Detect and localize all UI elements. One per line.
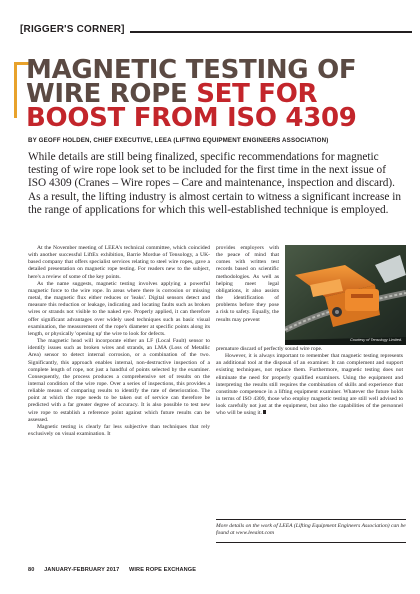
byline: BY GEOFF HOLDEN, CHIEF EXECUTIVE, LEEA (LIFTING EQUIPMENT ENGINEERS ASSOCIATION) xyxy=(28,137,329,144)
accent-bracket-vertical xyxy=(14,62,17,118)
photo-illustration xyxy=(285,245,406,345)
body-paragraph-text: However, it is always important to remember that magnetic testing represents an additional tool at the disposal of an examiner. It can complement and support existing techniques, not replace them. Furthermore, magnetic testing does not eliminate the need for properly qualified examiners. Using the equipment and interpreting the results still requires the combination of skills and experience that constitute competence in a lifting equipment examiner. Whatever the future holds in terms of ISO 4309, those who employ magnetic testing are still well advised to look carefully not just at the equipment, but also the capabilities of the personnel who will be using it. xyxy=(216,353,403,417)
body-paragraph: At the November meeting of LEEA's technical committee, which coincided with another successful LiftEx exhibition, Barrie Mordue of Tensology, a UK-based company that offers specialist services relating to steel wire ropes, gave a detailed presentation on magnetic rope testing. For readers new to the subject, here's a review of some of the key points. xyxy=(28,245,210,280)
more-details-rule-top xyxy=(216,519,406,520)
body-paragraph: As the name suggests, magnetic testing involves applying a powerful magnetic force to the wire rope. In areas where there is corrosion or missing metal, the magnetic flux either reduces or 'leaks'. Digital sensors detect and measure this reduction or leakage, indicating and locating faults such as broken wires or strands not visible to the naked eye. Properly applied, it can therefore offer significant advantages over widely used techniques such as basic visual examination, the measurement of the rope's diameter at specific points along its length, or physically 'opening up' the wire to look for defects. xyxy=(28,280,210,337)
section-label: [RIGGER'S CORNER] xyxy=(20,24,130,35)
body-paragraph: provides employers with the peace of mind that comes with written test records based on scientific methodologies. As well as helping meet legal obligations, it also assists the identification of problems before they pose a risk to safety. Equally, the results may prevent xyxy=(216,245,279,323)
page-number: 80 xyxy=(28,567,35,573)
headline-line-2-dark-text: WIRE ROPE xyxy=(26,79,197,109)
headline-line-3 xyxy=(26,103,410,133)
publication-name: WIRE ROPE EXCHANGE xyxy=(129,567,197,573)
body-column-left xyxy=(28,245,210,438)
page-footer xyxy=(28,567,204,573)
headline-line-1-text: MAGNETIC TESTING OF xyxy=(26,55,357,85)
more-details-note: More details on the work of LEEA (Lifting Equipment Engineers Association) can be found at www.leeaint.com xyxy=(216,523,406,537)
body-paragraph: premature discard of perfectly sound wire rope. xyxy=(216,346,323,352)
body-paragraph: The magnetic head will incorporate either an LF (Local Fault) sensor to identify issues such as broken wires and strands, an LMA (Loss of Metallic Area) sensor to detect internal corrosion, or a combination of the two. Significantly, this approach enables internal, non-destructive inspection of a complete length of rope, not just a handful of points selected by the examiner. Consequently, the process produces a comprehensive set of results on the internal condition of the wire rope. Over a series of inspections, this provides a reliable means of comparing results to identify the rate of deterioration. The point at which the rope needs to be taken out of service can therefore be predicted with a far greater degree of accuracy. It is also possible to test new wire rope to establish a reference point against which future results can be assessed. xyxy=(28,338,210,423)
headline-line-3-text: BOOST FROM ISO 4309 xyxy=(26,103,357,133)
photo-credit: Courtesy of Tensology Limited. xyxy=(350,338,402,342)
body-paragraph xyxy=(216,353,403,417)
headline-line-2-red-text: SET FOR xyxy=(196,79,318,109)
more-details-rule-bottom xyxy=(216,542,406,543)
intro-paragraph: While details are still being finalized, specific recommendations for magnetic testing of wire rope look set to be included for the first time in the next issue of ISO 4309 (Cranes – Wire ropes – Care and maintenance, inspection and discard). As a result, the lifting industry is almost certain to witness a significant increase in the range of applications for which this well-established technique is employed. xyxy=(28,151,402,216)
body-column-right xyxy=(216,346,403,418)
end-mark-icon xyxy=(263,410,266,414)
body-column-middle xyxy=(216,245,279,324)
body-paragraph: Magnetic testing is clearly far less subjective than techniques that rely exclusively on visual examination. It xyxy=(28,423,210,438)
wire-rope-testing-photo xyxy=(285,245,406,345)
article-headline xyxy=(26,55,410,133)
issue-date: JANUARY-FEBRUARY 2017 xyxy=(44,567,120,573)
